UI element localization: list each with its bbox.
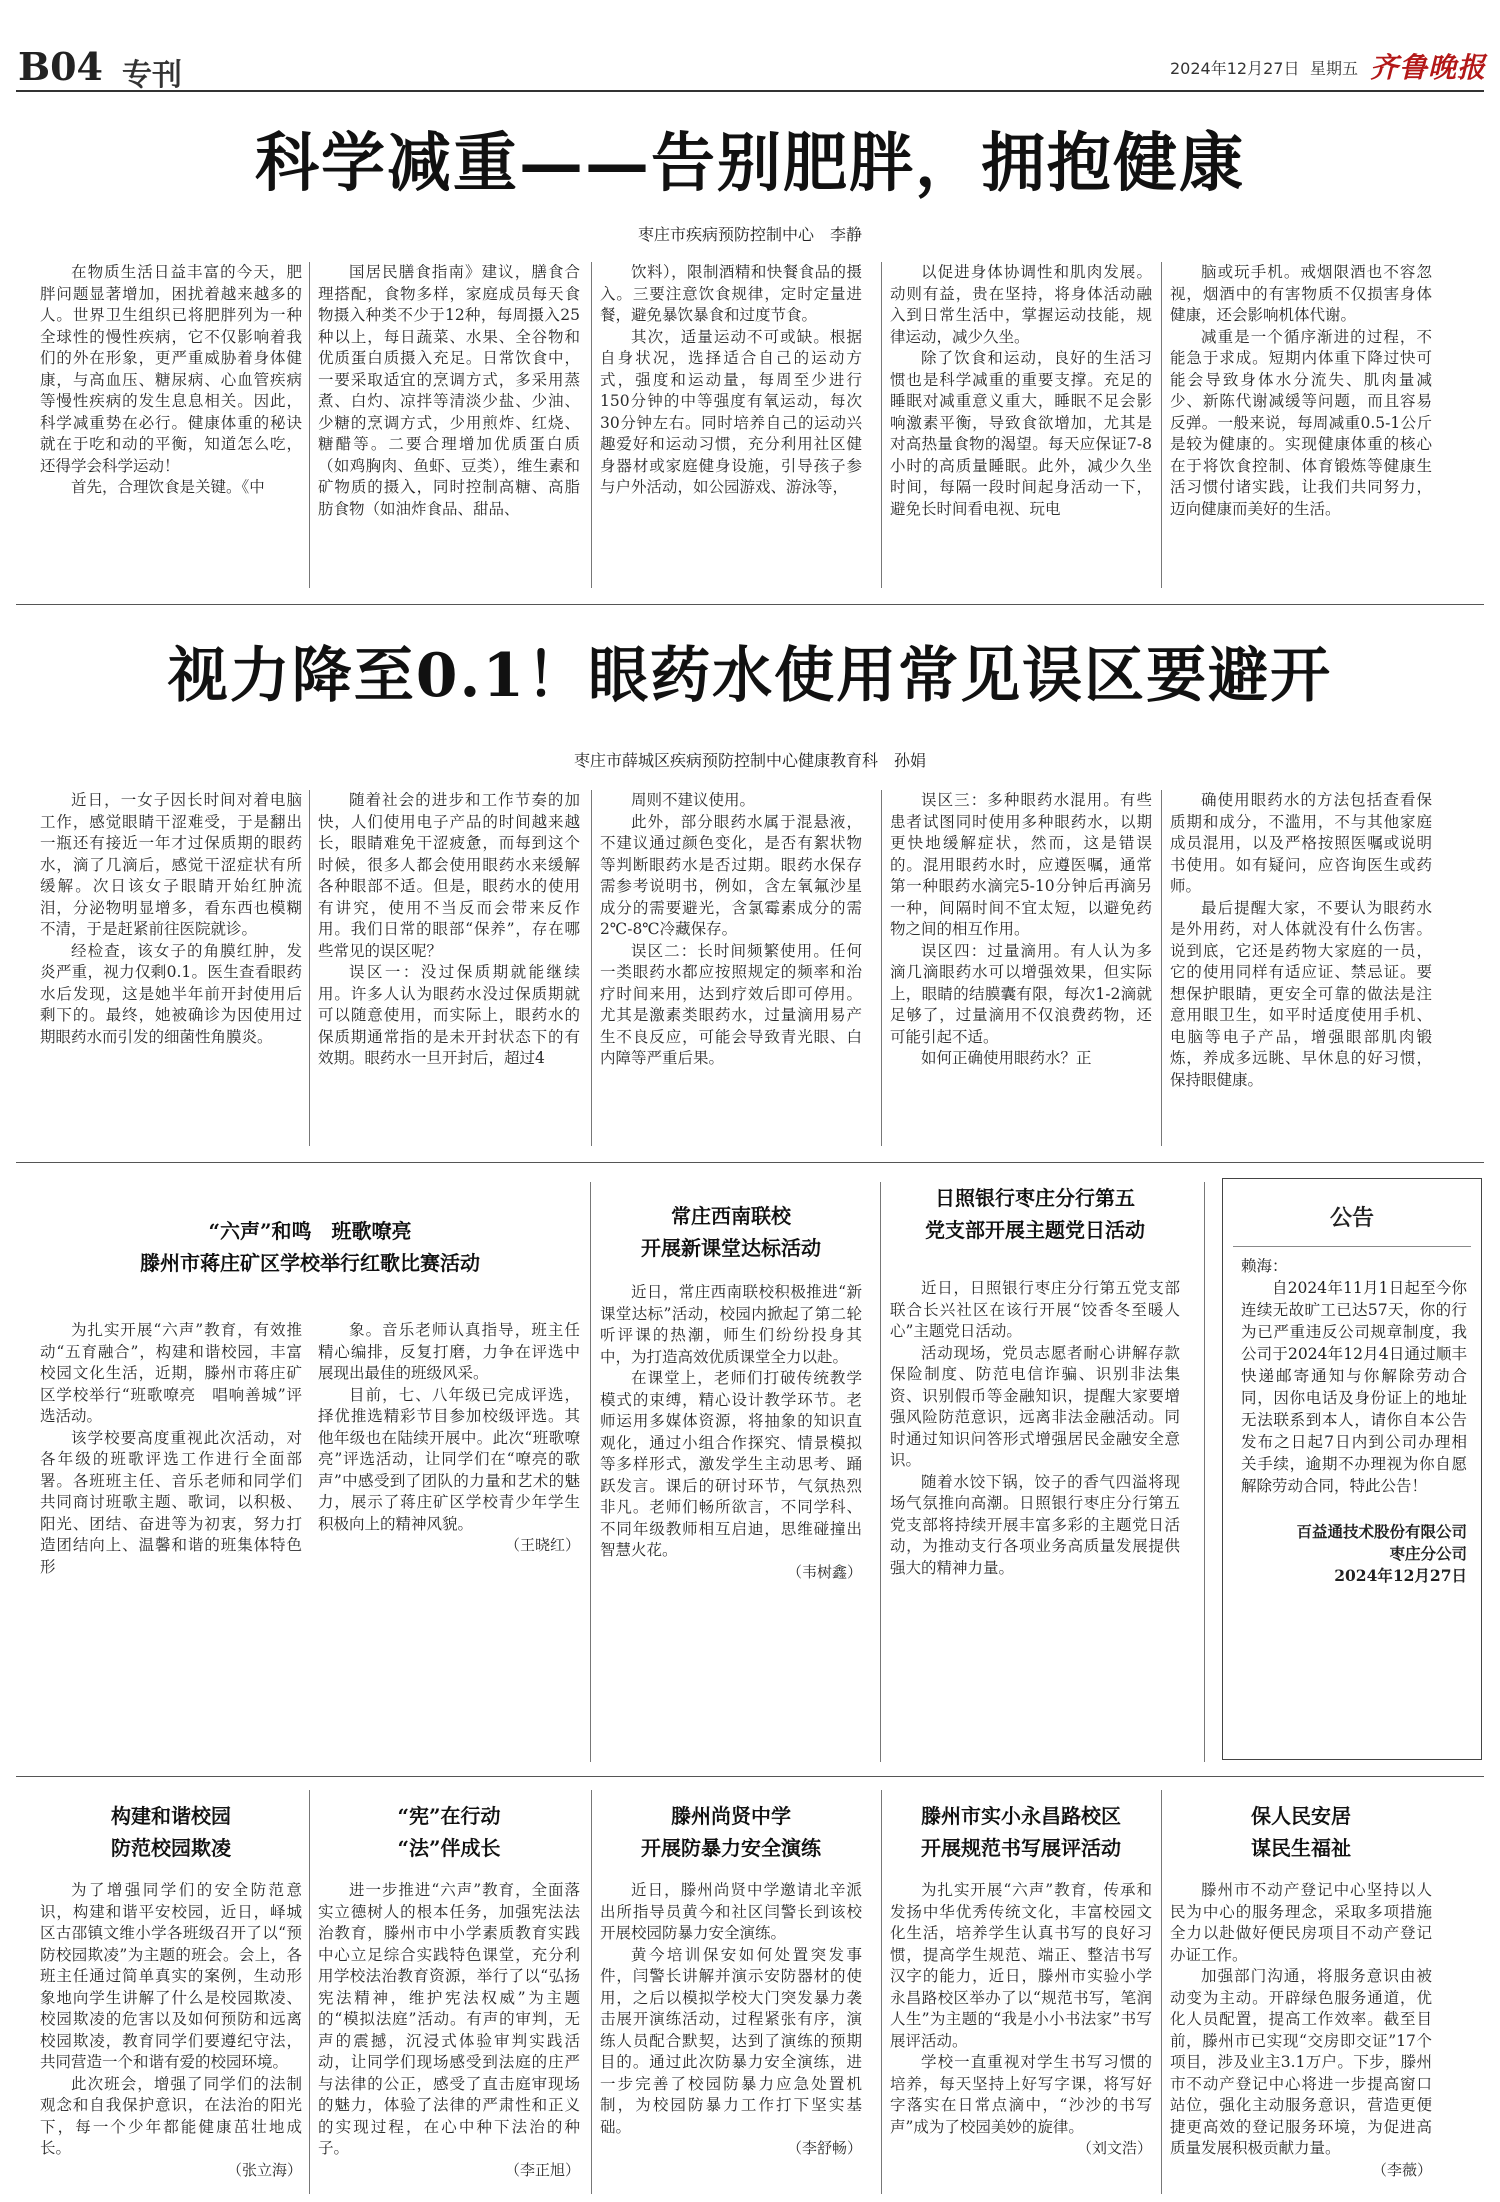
paragraph: 周则不建议使用。 bbox=[631, 791, 756, 809]
news-column bbox=[318, 1320, 580, 1756]
page-number: B04 bbox=[18, 44, 103, 89]
paragraph: 确使用眼药水的方法包括查看保质期和成分，不滥用，不与其他家庭成员混用，以及严格按照医嘱或说明书使用。如有疑问，应咨询医生或药师。 bbox=[1170, 791, 1432, 895]
news-title bbox=[890, 1182, 1180, 1246]
paragraph: 近日，日照银行枣庄分行第五党支部联合长兴社区在该行开展“饺香冬至暖人心”主题党日活动。 bbox=[890, 1279, 1180, 1340]
news-column bbox=[40, 1320, 302, 1756]
column-divider bbox=[591, 262, 592, 588]
article2-title: 视力降至0.1！眼药水使用常见误区要避开 bbox=[167, 641, 1333, 711]
notice-body: 自2024年11月1日起至今你连续无故旷工已达57天，你的行为已严重违反公司规章制度，我公司于2024年12月4日通过顺丰快递邮寄通知与你解除劳动合同，因你电话及身份证上的地址无法联系到本人，请你自本公告发布之日起7日内到公司办理相关手续，逾期不办理视为你自愿解除劳动合同，特此公告！ bbox=[1241, 1279, 1467, 1495]
paragraph: 在物质生活日益丰富的今天，肥胖问题显著增加，困扰着越来越多的人。世界卫生组织已将肥胖列为一种全球性的慢性疾病，它不仅影响着我们的外在形象，更严重威胁着身体健康，与高血压、糖尿病、心血管疾病等慢性疾病的发生息息相关。因此，科学减重势在必行。健康体重的秘诀就在于吃和动的平衡，知道怎么吃，还得学会科学运动！ bbox=[40, 263, 302, 475]
news-title bbox=[40, 1800, 302, 1864]
news-column bbox=[890, 1880, 1152, 2192]
news-title-line: “六声”和鸣 班歌嘹亮 bbox=[208, 1219, 412, 1243]
paragraph: 黄今培训保安如何处置突发事件，闫警长讲解并演示安防器材的使用，之后以模拟学校大门突发暴力袭击展开演练活动，过程紧张有序，演练人员配合默契，达到了演练的预期目的。通过此次防暴力安全演练，进一步完善了校园防暴力应急处置机制，为校园防暴力工作打下坚实基础。 bbox=[600, 1945, 862, 2136]
paragraph: 误区一：没过保质期就能继续用。许多人认为眼药水没过保质期就可以随意使用，而实际上，眼药水的保质期通常指的是未开封状态下的有效期。眼药水一旦开封后，超过4 bbox=[318, 963, 580, 1067]
paragraph: 滕州市不动产登记中心坚持以人民为中心的服务理念，采取多项措施全力以赴做好便民房项目不动产登记办证工作。 bbox=[1170, 1881, 1432, 1964]
paragraph: 近日，滕州尚贤中学邀请北辛派出所指导员黄今和社区闫警长到该校开展校园防暴力安全演练。 bbox=[600, 1881, 862, 1942]
news-title-line: 滕州市蒋庄矿区学校举行红歌比赛活动 bbox=[140, 1251, 480, 1275]
paragraph: 该学校要高度重视此次活动，对各年级的班歌评选工作进行全面部署。各班班主任、音乐老师和同学们共同商讨班歌主题、歌词，以积极、阳光、团结、奋进等为初衷，努力打造团结向上、温馨和谐的班集体特色形 bbox=[40, 1428, 302, 1576]
author-sign: （王晓红） bbox=[504, 1536, 580, 1554]
news-title-line: 滕州市实小永昌路校区 bbox=[921, 1804, 1121, 1828]
article1-column bbox=[600, 262, 862, 590]
article1-column bbox=[890, 262, 1152, 590]
paragraph: 其次，适量运动不可或缺。根据自身状况，选择适合自己的运动方式，强度和运动量，每周至少进行150分钟的中等强度有氧运动，每次30分钟左右。同时培养自己的运动兴趣爱好和运动习惯，充分利用社区健身器材或家庭健身设施，引导孩子参与户外活动，如公园游戏、游泳等， bbox=[600, 327, 862, 496]
paragraph: 误区三：多种眼药水混用。有些患者试图同时使用多种眼药水，以期更快地缓解症状，然而，这是错误的。混用眼药水时，应遵医嘱，通常第一种眼药水滴完5-10分钟后再滴另一种，间隔时间不宜太短，以避免药物之间的相互作用。 bbox=[890, 791, 1152, 938]
paragraph: 脑或玩手机。戒烟限酒也不容忽视，烟酒中的有害物质不仅损害身体健康，还会影响机体代谢。 bbox=[1170, 263, 1432, 324]
column-divider bbox=[880, 1182, 881, 1762]
news-title-line: 滕州尚贤中学 bbox=[671, 1804, 791, 1828]
article2-byline: 枣庄市薛城区疾病预防控制中心健康教育科 孙娟 bbox=[573, 751, 926, 770]
news-title-line: “宪”在行动 bbox=[397, 1804, 501, 1828]
notice-company: 百益通技术股份有限公司 bbox=[1296, 1522, 1467, 1541]
news-title-line: 谋民生福祉 bbox=[1251, 1836, 1351, 1860]
issue-date: 2024年12月27日 bbox=[1170, 59, 1300, 78]
news-title-line: 开展防暴力安全演练 bbox=[641, 1836, 821, 1860]
paragraph: 误区四：过量滴用。有人认为多滴几滴眼药水可以增强效果，但实际上，眼睛的结膜囊有限，每次1-2滴就足够了，过量滴用不仅浪费药物，还可能引起不适。 bbox=[890, 941, 1152, 1046]
news-title bbox=[1170, 1800, 1432, 1864]
column-divider bbox=[591, 790, 592, 1146]
column-divider bbox=[309, 790, 310, 1146]
column-divider bbox=[1161, 790, 1162, 1146]
row-divider bbox=[16, 1776, 1484, 1777]
paragraph: 进一步推进“六声”教育，全面落实立德树人的根本任务，加强宪法法治教育，滕州市中小学素质教育实践中心立足综合实践特色课堂，充分利用学校法治教育资源，举行了以“弘扬宪法精神，维护宪法权威”为主题的“模拟法庭”活动。有声的审判，无声的震撼，沉浸式体验审判实践活动，让同学们现场感受到法庭的庄严与法律的公正，感受了直击庭审现场的魅力，体验了法律的严肃性和正义的实现过程，在心中种下法治的种子。 bbox=[318, 1881, 580, 2157]
news-column bbox=[40, 1880, 302, 2192]
section-name: 专刊 bbox=[122, 58, 182, 93]
header-rule bbox=[16, 90, 1484, 92]
paragraph: 为扎实开展“六声”教育，有效推动“五育融合”，构建和谐校园，丰富校园文化生活，近期，滕州市蒋庄矿区学校举行“班歌嘹亮 唱响善城”评选活动。 bbox=[40, 1321, 302, 1425]
paragraph: 随着社会的进步和工作节奏的加快，人们使用电子产品的时间越来越长，眼睛难免干涩疲惫，而每到这个时候，很多人都会使用眼药水来缓解各种眼部不适。但是，眼药水的使用有讲究，使用不当反而会带来反作用。我们日常的眼部“保养”，存在哪些常见的误区呢？ bbox=[318, 791, 580, 960]
column-divider bbox=[591, 1790, 592, 2194]
news-column bbox=[318, 1880, 580, 2192]
paragraph: 首先，合理饮食是关键。《中 bbox=[71, 478, 265, 496]
news-title bbox=[600, 1200, 862, 1264]
notice-box bbox=[1222, 1178, 1482, 1760]
paragraph: 以促进身体协调性和肌肉发展。动则有益，贵在坚持，将身体活动融入到日常生活中，掌握运动技能，规律运动，减少久坐。 bbox=[890, 263, 1152, 346]
article2-column bbox=[318, 790, 580, 1152]
news-title-line: 党支部开展主题党日活动 bbox=[925, 1218, 1145, 1242]
author-sign: （韦树鑫） bbox=[786, 1562, 862, 1581]
paragraph: 活动现场，党员志愿者耐心讲解存款保险制度、防范电信诈骗、识别非法集资、识别假币等金融知识，提醒大家要增强风险防范意识，远离非法金融活动。同时通过知识问答形式增强居民金融安全意识。 bbox=[890, 1343, 1180, 1469]
author-sign: （李舒畅） bbox=[786, 2139, 862, 2157]
paragraph: 经检查，该女子的角膜红肿，发炎严重，视力仅剩0.1。医生查看眼药水后发现，这是她半年前开封使用后剩下的。最终，她被确诊为因使用过期眼药水而引发的细菌性角膜炎。 bbox=[40, 941, 302, 1046]
news-title-line: 防范校园欺凌 bbox=[111, 1836, 231, 1860]
article1-column bbox=[1170, 262, 1432, 590]
column-divider bbox=[881, 790, 882, 1146]
news-title-line: 常庄西南联校 bbox=[671, 1204, 791, 1228]
news-column bbox=[600, 1880, 862, 2192]
paragraph: 为了增强同学们的安全防范意识，构建和谐平安校园，近日，峄城区古邵镇文维小学各班级召开了以“预防校园欺凌”为主题的班会。会上，各班主任通过简单真实的案例，生动形象地向学生讲解了什么是校园欺凌、校园欺凌的危害以及如何预防和远离校园欺凌，教育同学们要遵纪守法，共同营造一个和谐有爱的校园环境。 bbox=[40, 1881, 302, 2071]
column-divider bbox=[590, 1182, 591, 1762]
news-title-line: “法”伴成长 bbox=[397, 1836, 501, 1860]
author-sign: （李薇） bbox=[1371, 2160, 1432, 2179]
notice-date: 2024年12月27日 bbox=[1334, 1566, 1467, 1585]
paragraph: 象。音乐老师认真指导，班主任精心编排，反复打磨，力争在评选中展现出最佳的班级风采。 bbox=[318, 1321, 580, 1382]
article1-column bbox=[318, 262, 580, 590]
news-title bbox=[600, 1800, 862, 1864]
article2-column bbox=[40, 790, 302, 1152]
paragraph: 除了饮食和运动，良好的生活习惯也是科学减重的重要支撑。充足的睡眠对减重意义重大，睡眠不足会影响激素平衡，导致食欲增加，尤其是对高热量食物的渴望。每天应保证7-8小时的高质量睡眠。此外，减少久坐时间，每隔一段时间起身活动一下，避免长时间看电视、玩电 bbox=[890, 349, 1152, 518]
news-title-line: 日照银行枣庄分行第五 bbox=[935, 1186, 1135, 1210]
paragraph: 饮料），限制酒精和快餐食品的摄入。三要注意饮食规律，定时定量进餐，避免暴饮暴食和过度节食。 bbox=[600, 263, 862, 324]
column-divider bbox=[1161, 1790, 1162, 2194]
column-divider bbox=[309, 1790, 310, 2194]
article-divider bbox=[16, 604, 1484, 605]
notice-heading: 公告 bbox=[1329, 1205, 1374, 1231]
paragraph: 国居民膳食指南》建议，膳食合理搭配，食物多样，家庭成员每天食物摄入种类不少于12种，每周摄入25种以上，每日蔬菜、水果、全谷物和优质蛋白质摄入充足。日常饮食中，一要采取适宜的烹调方式，多采用蒸煮、白灼、凉拌等清淡少盐、少油、少糖的烹调方式，少用煎炸、红烧、糖醋等。二要合理增加优质蛋白质（如鸡胸肉、鱼虾、豆类），维生素和矿物质的摄入，同时控制高糖、高脂肪食物（如油炸食品、甜品、 bbox=[318, 263, 580, 518]
paragraph: 学校一直重视对学生书写习惯的培养，每天坚持上好写字课，将写好字落实在日常点滴中，“沙沙的书写声”成为了校园美妙的旋律。 bbox=[890, 2053, 1152, 2136]
paragraph: 误区二：长时间频繁使用。任何一类眼药水都应按照规定的频率和治疗时间来用，达到疗效后即可停用。尤其是激素类眼药水，过量滴用易产生不良反应，可能会导致青光眼、白内障等严重后果。 bbox=[600, 941, 862, 1067]
paragraph: 最后提醒大家，不要认为眼药水是外用药，对人体就没有什么伤害。说到底，它还是药物大家庭的一员，它的使用同样有适应证、禁忌证。要想保护眼睛，更安全可靠的做法是注意用眼卫生，如平时适度使用手机、电脑等电子产品，增强眼部肌肉锻炼，养成多远眺、早休息的好习惯，保持眼健康。 bbox=[1170, 898, 1432, 1089]
paragraph: 为扎实开展“六声”教育，传承和发扬中华优秀传统文化，丰富校园文化生活，培养学生认真书写的良好习惯，提高学生规范、端正、整洁书写汉字的能力，近日，滕州市实验小学永昌路校区举办了以“规范书写，笔润人生”为主题的“我是小小书法家”书写展评活动。 bbox=[890, 1881, 1152, 2050]
news-title-line: 开展规范书写展评活动 bbox=[921, 1836, 1121, 1860]
paragraph: 近日，常庄西南联校积极推进“新课堂达标”活动，校园内掀起了第二轮听评课的热潮，师生们纷纷投身其中，为打造高效优质课堂全力以赴。 bbox=[600, 1283, 862, 1366]
article2-column bbox=[600, 790, 862, 1152]
article2-column bbox=[1170, 790, 1432, 1152]
notice-recipient: 赖海： bbox=[1241, 1257, 1288, 1275]
paragraph: 此次班会，增强了同学们的法制观念和自我保护意识，在法治的阳光下，每一个少年都能健康茁壮地成长。 bbox=[40, 2074, 302, 2157]
column-divider bbox=[1204, 1182, 1205, 1762]
news-column bbox=[600, 1282, 862, 1756]
paragraph: 随着水饺下锅，饺子的香气四溢将现场气氛推向高潮。日照银行枣庄分行第五党支部将持续开展丰富多彩的主题党日活动，为推动支行各项业务高质量发展提供强大的精神力量。 bbox=[890, 1472, 1180, 1577]
news-title-line: 构建和谐校园 bbox=[111, 1804, 231, 1828]
column-divider bbox=[881, 262, 882, 588]
author-sign: （刘文浩） bbox=[1076, 2139, 1152, 2157]
author-sign: （李正旭） bbox=[504, 2160, 580, 2179]
news-title bbox=[40, 1215, 580, 1279]
author-sign: （张立海） bbox=[226, 2160, 302, 2179]
news-column bbox=[890, 1278, 1180, 1756]
paragraph: 加强部门沟通，将服务意识由被动变为主动。开辟绿色服务通道，优化人员配置，提高工作效率。截至目前，滕州市已实现“交房即交证”17个项目，涉及业主3.1万户。下步，滕州市不动产登记中心将进一步提高窗口站位，强化主动服务意识，营造更便捷更高效的登记服务环境，为促进高质量发展积极贡献力量。 bbox=[1170, 1967, 1432, 2157]
paragraph: 目前，七、八年级已完成评选，择优推选精彩节目参加校级评选。其他年级也在陆续开展中。此次“班歌嘹亮”评选活动，让同学们在“嘹亮的歌声”中感受到了团队的力量和艺术的魅力，展示了蒋庄矿区学校青少年学生积极向上的精神风貌。 bbox=[318, 1385, 580, 1533]
article-divider bbox=[16, 1162, 1484, 1163]
column-divider bbox=[309, 262, 310, 588]
newspaper-logo: 齐鲁晚报 bbox=[1370, 51, 1487, 84]
news-column bbox=[1170, 1880, 1432, 2192]
article1-title: 科学减重——告别肥胖，拥抱健康 bbox=[255, 126, 1245, 201]
paragraph: 减重是一个循序渐进的过程，不能急于求成。短期内体重下降过快可能会导致身体水分流失、肌肉量减少、新陈代谢减缓等问题，而且容易反弹。一般来说，每周减重0.5-1公斤是较为健康的。实现健康体重的核心在于将饮食控制、体育锻炼等健康生活习惯付诸实践，让我们共同努力，迈向健康而美好的生活。 bbox=[1170, 327, 1432, 518]
news-title-line: 保人民安居 bbox=[1251, 1804, 1351, 1828]
article2-column bbox=[890, 790, 1152, 1152]
news-title-line: 开展新课堂达标活动 bbox=[641, 1236, 821, 1260]
paragraph: 近日，一女子因长时间对着电脑工作，感觉眼睛干涩难受，于是翻出一瓶还有接近一年才过保质期的眼药水，滴了几滴后，感觉干涩症状有所缓解。次日该女子眼睛开始红肿流泪，分泌物明显增多，看东西也模糊不清，于是赶紧前往医院就诊。 bbox=[40, 791, 302, 938]
issue-weekday: 星期五 bbox=[1310, 59, 1359, 78]
notice-text bbox=[1223, 1247, 1481, 1587]
notice-branch: 枣庄分公司 bbox=[1389, 1544, 1467, 1563]
paragraph: 在课堂上，老师们打破传统教学模式的束缚，精心设计教学环节。老师运用多媒体资源，将抽象的知识直观化，通过小组合作探究、情景模拟等多样形式，激发学生主动思考、踊跃发言。课后的研讨环节，气氛热烈非凡。老师们畅所欲言，不同学科、不同年级教师相互启迪，思维碰撞出智慧火花。 bbox=[600, 1369, 862, 1559]
article1-column bbox=[40, 262, 302, 590]
paragraph: 如何正确使用眼药水？正 bbox=[921, 1049, 1092, 1067]
news-title bbox=[318, 1800, 580, 1864]
paragraph: 此外，部分眼药水属于混悬液，不建议通过颜色变化，是否有絮状物等判断眼药水是否过期。眼药水保存需参考说明书，例如，含左氧氟沙星成分的需要避光，含氯霉素成分的需2℃-8℃冷藏保存。 bbox=[600, 812, 862, 938]
column-divider bbox=[1161, 262, 1162, 588]
news-title bbox=[890, 1800, 1152, 1864]
article1-byline: 枣庄市疾病预防控制中心 李静 bbox=[637, 225, 862, 244]
column-divider bbox=[881, 1790, 882, 2194]
